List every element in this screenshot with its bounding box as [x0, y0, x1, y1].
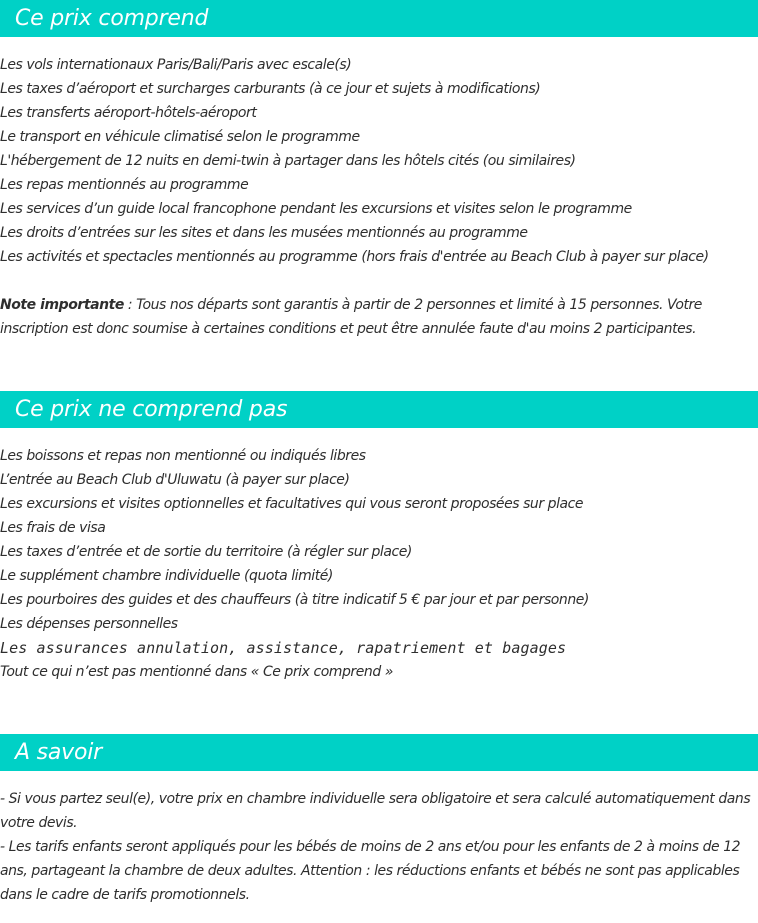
section-title-excludes: Ce prix ne comprend pas — [15, 397, 288, 422]
list-item: L'hébergement de 12 nuits en demi-twin à partager dans les hôtels cités (ou similaires) — [0, 153, 576, 169]
list-item: Les droits d’entrées sur les sites et dans les musées mentionnés au programme — [0, 225, 528, 241]
list-item: Les repas mentionnés au programme — [0, 177, 249, 193]
important-note-text: : Tous nos départs sont garantis à partir de 2 personnes et limité à 15 personnes. Votre inscription est donc soumise à certaines conditions et peut être annulée faute d'au moins 2 participantes. — [0, 297, 702, 337]
important-note-label: Note importante — [0, 297, 124, 313]
excludes-list — [0, 444, 758, 684]
list-item: Les excursions et visites optionnelles et facultatives qui vous seront proposées sur place — [0, 496, 584, 512]
list-item: Les pourboires des guides et des chauffeurs (à titre indicatif 5 € par jour et par personne) — [0, 592, 589, 608]
list-item: L’entrée au Beach Club d'Uluwatu (à payer sur place) — [0, 472, 350, 488]
list-item: Les boissons et repas non mentionné ou indiqués libres — [0, 448, 366, 464]
section-header-includes — [0, 0, 758, 37]
section-header-info — [0, 734, 758, 771]
list-item: Les transferts aéroport-hôtels-aéroport — [0, 105, 257, 121]
section-title-info: A savoir — [15, 740, 103, 765]
list-item: Tout ce qui n’est pas mentionné dans « Ce prix comprend » — [0, 664, 393, 680]
info-paragraph: - Les tarifs enfants seront appliqués pour les bébés de moins de 2 ans et/ou pour les enfants de 2 à moins de 12 ans, partageant la chambre de deux adultes. Attention : les réductions enfants et bébés ne sont pas applicables dans le cadre de tarifs promotionnels. — [0, 839, 741, 903]
list-item: Le transport en véhicule climatisé selon le programme — [0, 129, 360, 145]
list-item: Les frais de visa — [0, 520, 106, 536]
section-title-includes: Ce prix comprend — [15, 6, 209, 31]
info-paragraph: - Si vous partez seul(e), votre prix en chambre individuelle sera obligatoire et sera calculé automatiquement dans votre devis. — [0, 791, 751, 831]
section-header-excludes — [0, 391, 758, 428]
list-item: Les dépenses personnelles — [0, 616, 178, 632]
list-item: Les services d’un guide local francophone pendant les excursions et visites selon le programme — [0, 201, 632, 217]
info-paragraphs — [0, 787, 752, 907]
list-item: Les assurances annulation, assistance, rapatriement et bagages — [0, 639, 567, 657]
list-item: Les vols internationaux Paris/Bali/Paris avec escale(s) — [0, 57, 352, 73]
list-item: Le supplément chambre individuelle (quota limité) — [0, 568, 333, 584]
important-note — [0, 293, 752, 341]
list-item: Les activités et spectacles mentionnés au programme (hors frais d'entrée au Beach Club à payer sur place) — [0, 249, 709, 265]
includes-list — [0, 53, 758, 269]
list-item: Les taxes d’aéroport et surcharges carburants (à ce jour et sujets à modifications) — [0, 81, 541, 97]
list-item: Les taxes d’entrée et de sortie du territoire (à régler sur place) — [0, 544, 412, 560]
